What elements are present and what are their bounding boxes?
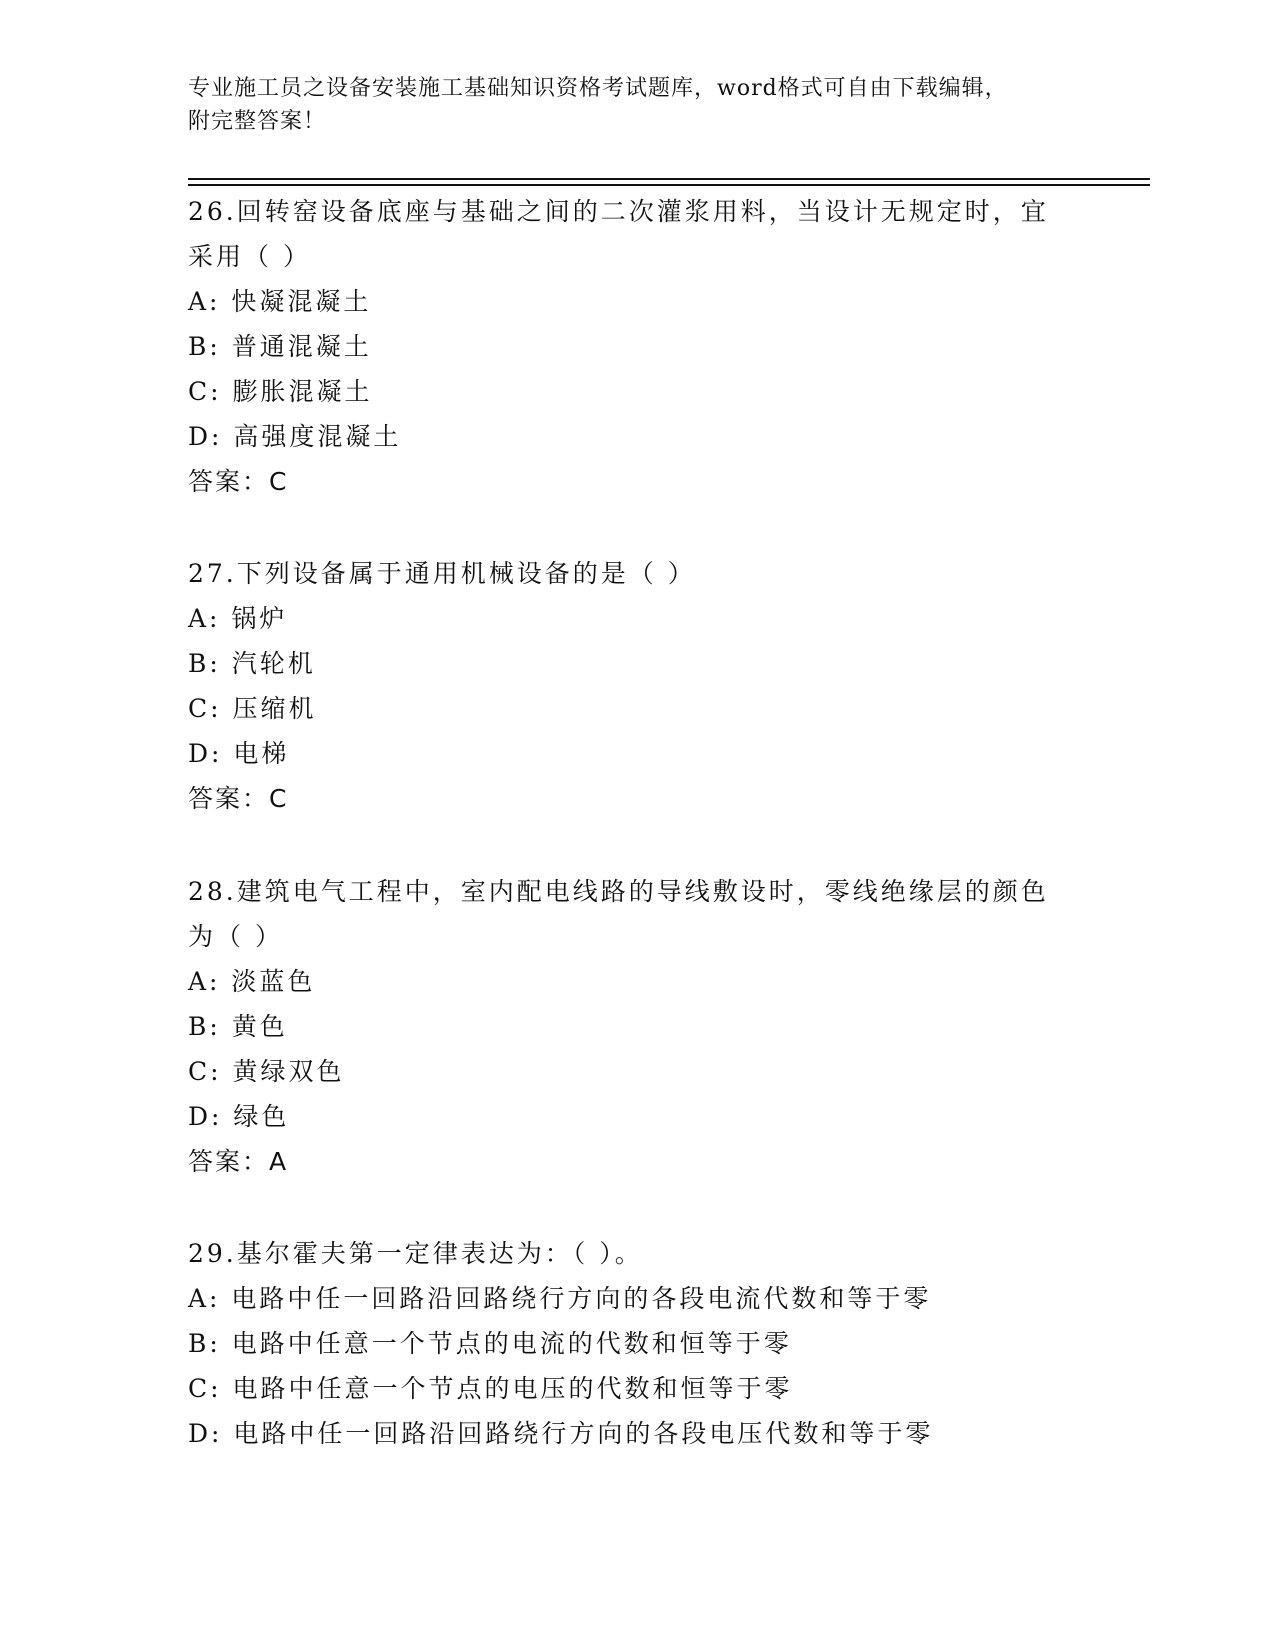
header-divider-top xyxy=(188,178,1150,180)
option-c: C: 黄绿双色 xyxy=(188,1057,345,1086)
option-d: D: 绿色 xyxy=(188,1102,290,1131)
option-b: B: 电路中任意一个节点的电流的代数和恒等于零 xyxy=(188,1329,792,1358)
question-28 xyxy=(188,869,1088,1184)
question-stem: 26.回转窑设备底座与基础之间的二次灌浆用料，当设计无规定时，宜采用（ ） xyxy=(188,197,1049,271)
option-c: C: 膨胀混凝土 xyxy=(188,377,373,406)
option-c: C: 压缩机 xyxy=(188,694,317,723)
option-a: A: 淡蓝色 xyxy=(188,967,316,996)
question-29 xyxy=(188,1231,1088,1456)
option-a: A: 快凝混凝土 xyxy=(188,287,372,316)
option-b: B: 黄色 xyxy=(188,1012,288,1041)
question-stem: 27.下列设备属于通用机械设备的是（ ） xyxy=(188,559,696,588)
answer-text: 答案：A xyxy=(188,1147,289,1176)
option-a: A: 锅炉 xyxy=(188,604,288,633)
question-stem: 28.建筑电气工程中，室内配电线路的导线敷设时，零线绝缘层的颜色为（ ） xyxy=(188,877,1049,951)
question-27 xyxy=(188,551,1088,821)
header-line-2: 附完整答案！ xyxy=(188,109,327,134)
option-d: D: 高强度混凝土 xyxy=(188,422,402,451)
answer-text: 答案：C xyxy=(188,467,289,496)
option-c: C: 电路中任意一个节点的电压的代数和恒等于零 xyxy=(188,1374,793,1403)
option-d: D: 电梯 xyxy=(188,739,290,768)
document-header xyxy=(188,72,1088,138)
answer-text: 答案：C xyxy=(188,784,289,813)
option-b: B: 汽轮机 xyxy=(188,649,316,678)
option-d: D: 电路中任一回路沿回路绕行方向的各段电压代数和等于零 xyxy=(188,1419,934,1448)
header-divider-bottom xyxy=(188,184,1150,186)
option-b: B: 普通混凝土 xyxy=(188,332,372,361)
header-line-1: 专业施工员之设备安装施工基础知识资格考试题库，word格式可自由下载编辑， xyxy=(188,76,1008,101)
question-stem: 29.基尔霍夫第一定律表达为：（ ）。 xyxy=(188,1239,643,1268)
question-26 xyxy=(188,189,1088,504)
option-a: A: 电路中任一回路沿回路绕行方向的各段电流代数和等于零 xyxy=(188,1284,932,1313)
